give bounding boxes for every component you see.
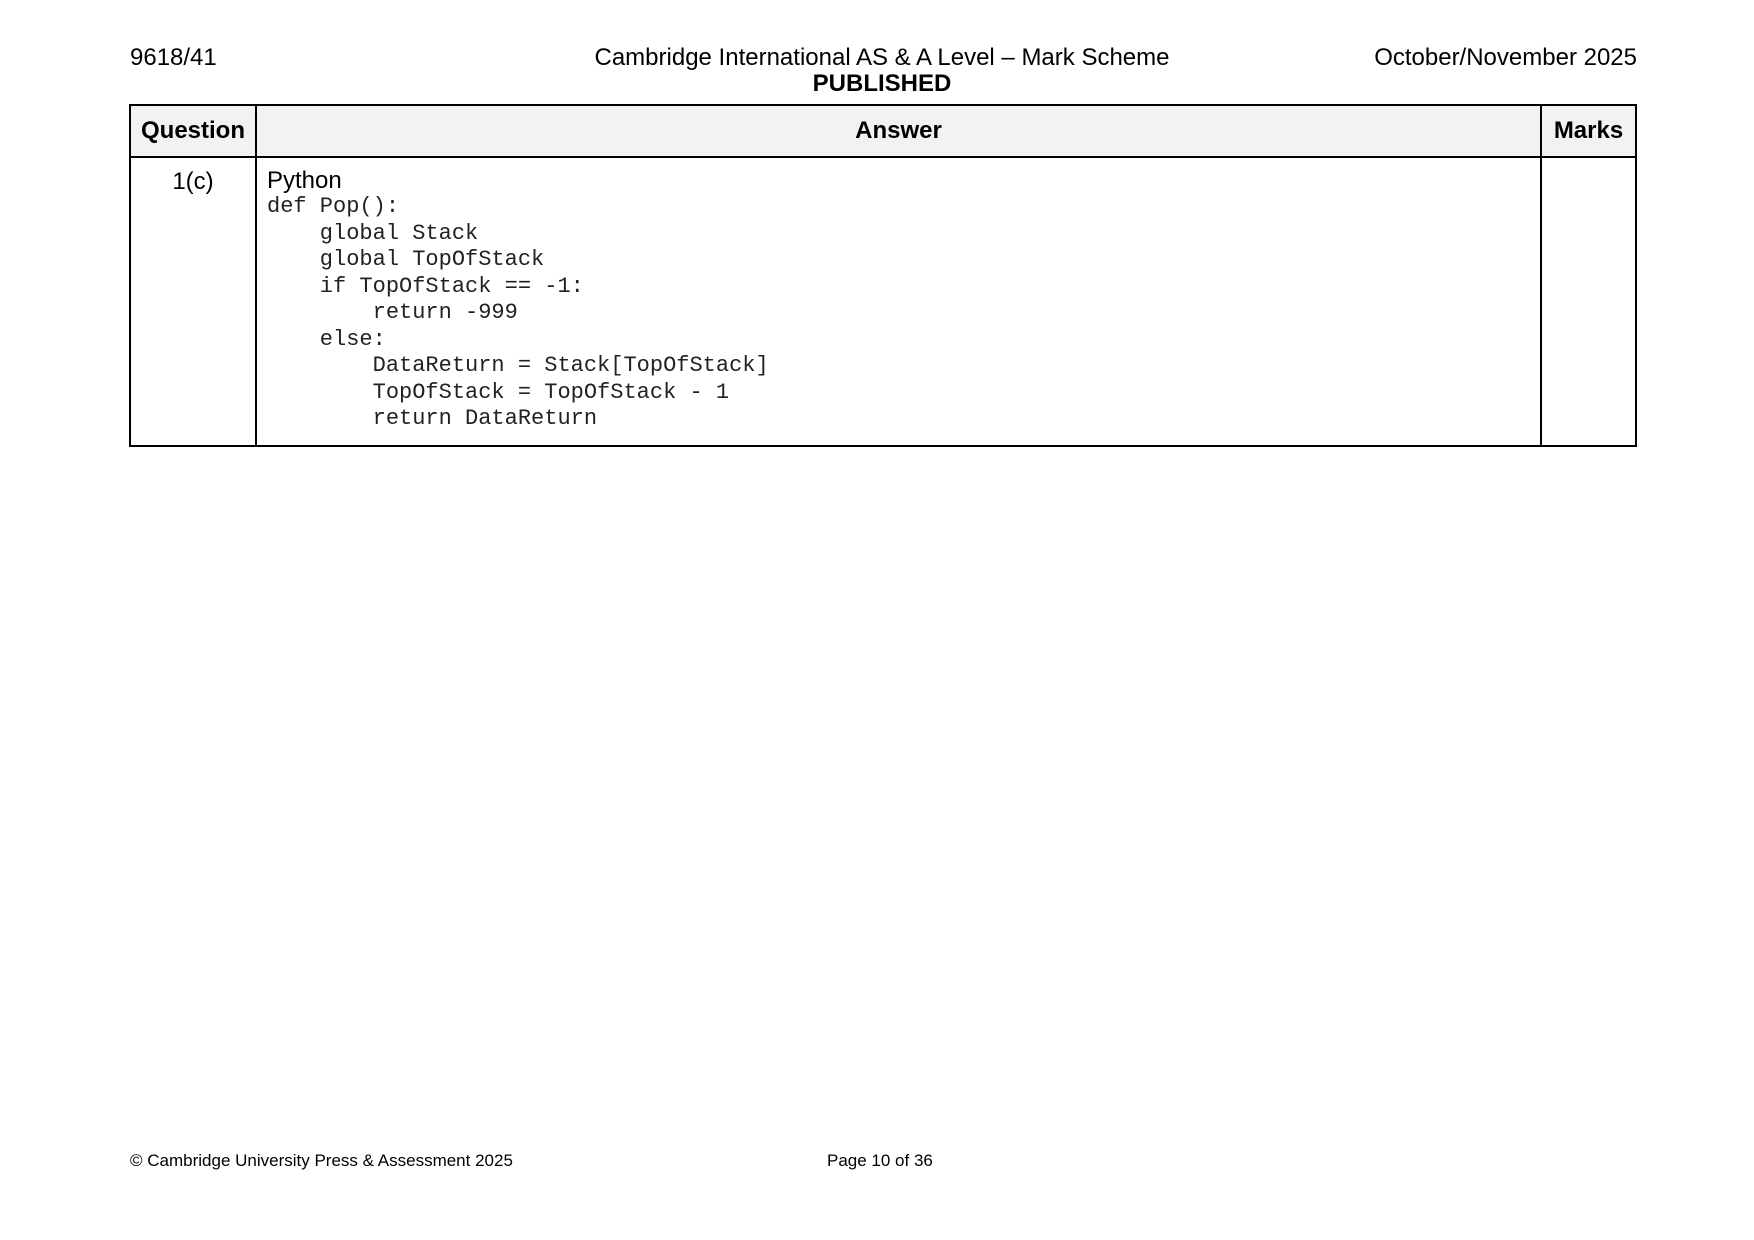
answer-cell <box>256 157 1541 446</box>
question-number: 1(c) <box>130 157 256 446</box>
column-header-question: Question <box>130 105 256 157</box>
column-header-answer: Answer <box>256 105 1541 157</box>
exam-session: October/November 2025 <box>1374 44 1637 71</box>
paper-code: 9618/41 <box>130 44 217 71</box>
answer-code: def Pop(): global Stack global TopOfStack if TopOfStack == -1: return -999 else: DataReturn = Stack[TopOfStack] TopOfStack = TopOfStack - 1 return DataReturn <box>267 194 769 431</box>
mark-scheme-table <box>129 104 1637 447</box>
column-header-marks: Marks <box>1541 105 1636 157</box>
document-title: Cambridge International AS & A Level – Mark Scheme <box>594 44 1170 71</box>
copyright-notice: © Cambridge University Press & Assessment 2025 <box>130 1151 513 1170</box>
table-row <box>130 157 1636 446</box>
table-header-row <box>130 105 1636 157</box>
marks-cell <box>1541 157 1636 446</box>
published-label: PUBLISHED <box>812 70 952 97</box>
page-number: Page 10 of 36 <box>827 1151 933 1170</box>
answer-language: Python <box>267 167 342 194</box>
